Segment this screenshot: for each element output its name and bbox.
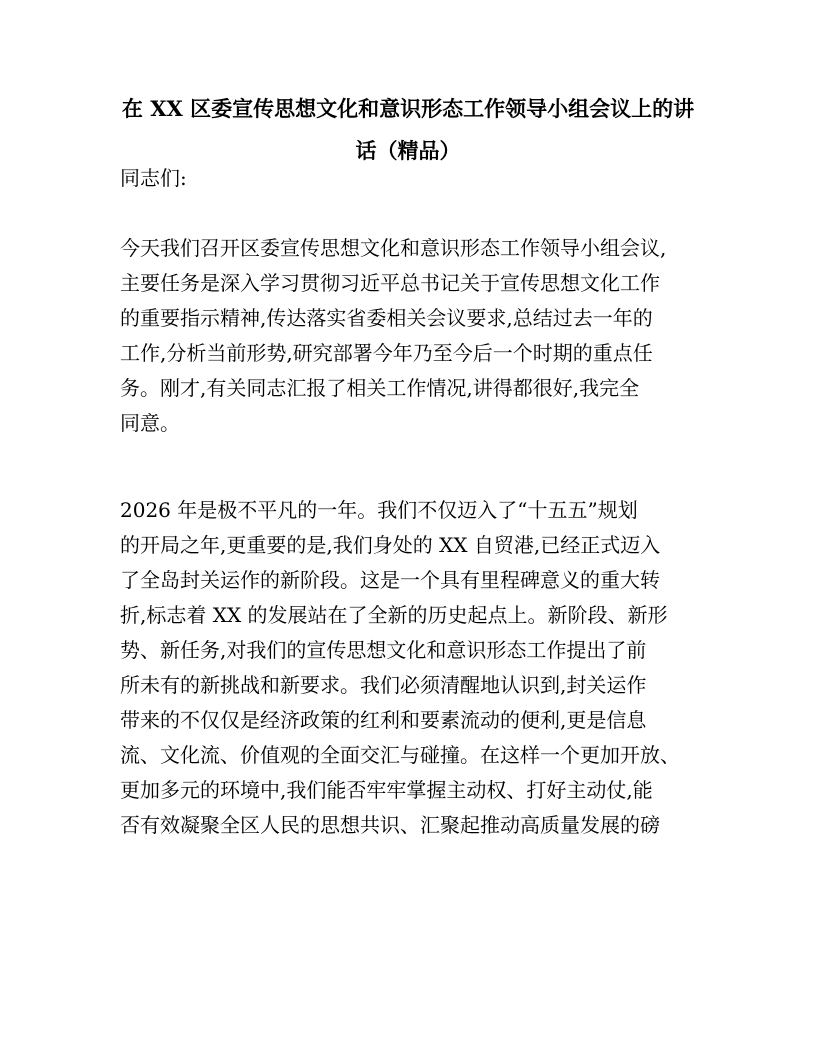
- title-line: 在 XX 区委宣传思想文化和意识形态工作领导小组会议上的讲: [121, 96, 695, 121]
- paragraph-line: 更加多元的环境中,我们能否牢牢掌握主动权、打好主动仗,能: [120, 778, 653, 802]
- paragraph-line: 了全岛封关运作的新阶段。这是一个具有里程碑意义的重大转: [120, 568, 660, 592]
- paragraph-line: 势、新任务,对我们的宣传思想文化和意识形态工作提出了前: [120, 638, 647, 662]
- document-title: [120, 88, 696, 172]
- title-line: 话（精品）: [355, 138, 461, 163]
- paragraph-line: 带来的不仅仅是经济政策的红利和要素流动的便利,更是信息: [120, 708, 647, 732]
- paragraph-line: 所未有的新挑战和新要求。我们必须清醒地认识到,封关运作: [120, 673, 647, 697]
- paragraph-line: 流、文化流、价值观的全面交汇与碰撞。在这样一个更加开放、: [120, 743, 680, 767]
- paragraph-line: 的重要指示精神,传达落实省委相关会议要求,总结过去一年的: [120, 306, 653, 330]
- paragraph-line: 务。刚才,有关同志汇报了相关工作情况,讲得都很好,我完全: [120, 376, 640, 400]
- paragraph-line: 的开局之年,更重要的是,我们身处的 XX 自贸港,已经正式迈入: [120, 533, 661, 557]
- body-paragraph-2: [120, 493, 680, 843]
- paragraph-line: 同意。: [120, 411, 180, 435]
- paragraph-line: 否有效凝聚全区人民的思想共识、汇聚起推动高质量发展的磅: [120, 813, 660, 837]
- body-paragraph-1: [120, 231, 666, 441]
- salutation: 同志们:: [120, 166, 187, 190]
- paragraph-line: 今天我们召开区委宣传思想文化和意识形态工作领导小组会议,: [120, 236, 667, 260]
- paragraph-line: 折,标志着 XX 的发展站在了全新的历史起点上。新阶段、新形: [120, 603, 668, 627]
- paragraph-line: 主要任务是深入学习贯彻习近平总书记关于宣传思想文化工作: [120, 271, 660, 295]
- paragraph-line: 2026 年是极不平凡的一年。我们不仅迈入了“十五五”规划: [120, 498, 638, 522]
- paragraph-line: 工作,分析当前形势,研究部署今年乃至今后一个时期的重点任: [120, 341, 653, 365]
